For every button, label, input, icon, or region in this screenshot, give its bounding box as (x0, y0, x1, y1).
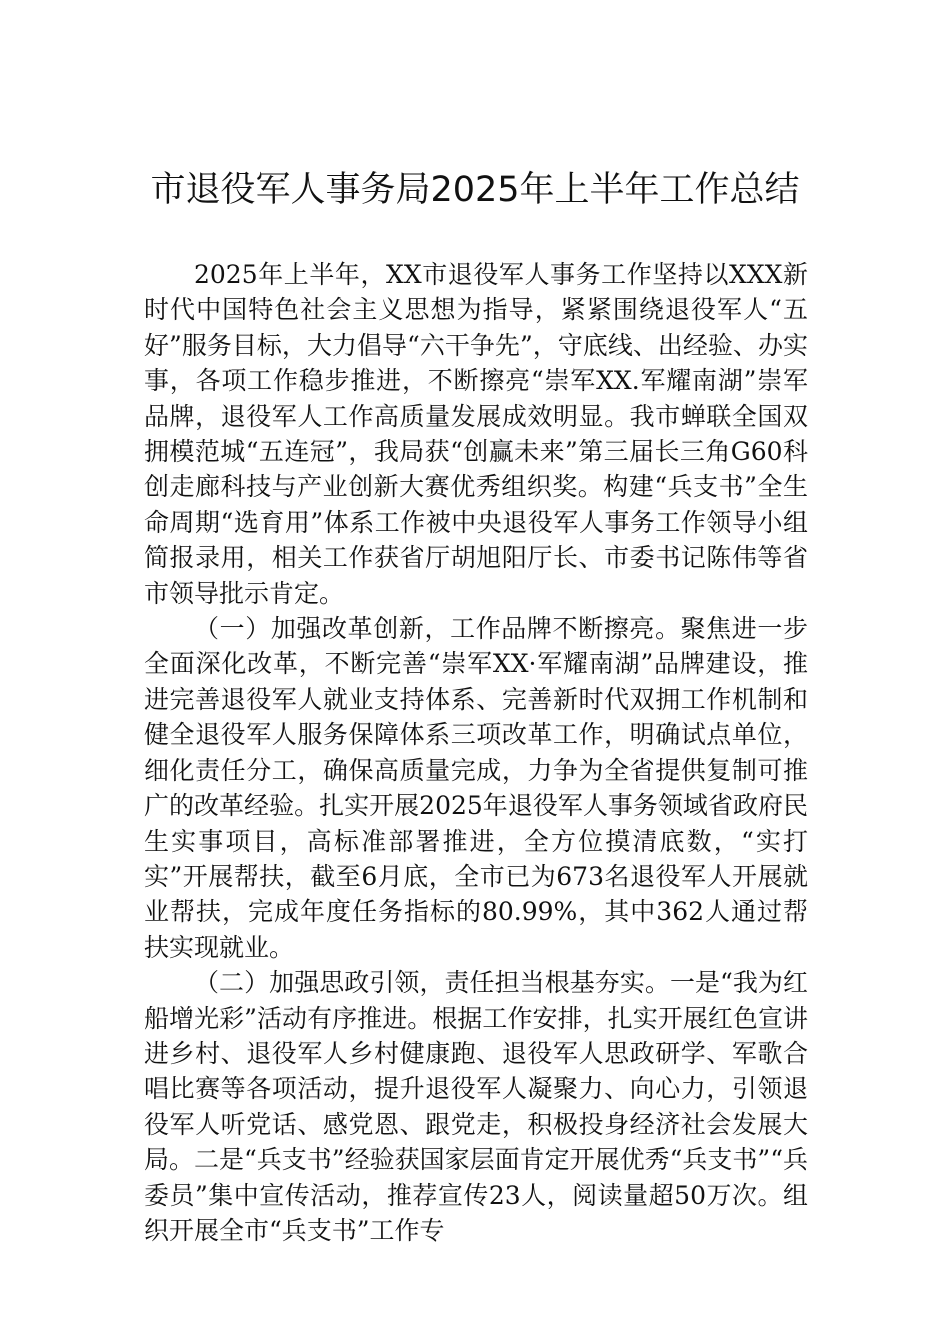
paragraph-section-2: （二）加强思政引领，责任担当根基夯实。一是“我为红船增光彩”活动有序推进。根据工作安排，扎实开展红色宣讲进乡村、退役军人乡村健康跑、退役军人思政研学、军歌合唱比赛等各项活动，提升退役军人凝聚力、向心力，引领退役军人听党话、感党恩、跟党走，积极投身经济社会发展大局。二是“兵支书”经验获国家层面肯定开展优秀“兵支书”“兵委员”集中宣传活动，推荐宣传23人，阅读量超50万次。组织开展全市“兵支书”工作专 (144, 968, 808, 1245)
paragraph-section-1: （一）加强改革创新，工作品牌不断擦亮。聚焦进一步全面深化改革，不断完善“崇军XX·军耀南湖”品牌建设，推进完善退役军人就业支持体系、完善新时代双拥工作机制和健全退役军人服务保障体系三项改革工作，明确试点单位，细化责任分工，确保高质量完成，力争为全省提供复制可推广的改革经验。扎实开展2025年退役军人事务领域省政府民生实事项目，高标准部署推进，全方位摸清底数，“实打实”开展帮扶，截至6月底，全市已为673名退役军人开展就业帮扶，完成年度任务指标的80.99%，其中362人通过帮扶实现就业。 (144, 614, 808, 962)
document-title: 市退役军人事务局2025年上半年工作总结 (150, 170, 800, 210)
paragraph-intro: 2025年上半年，XX市退役军人事务工作坚持以XXX新时代中国特色社会主义思想为指导，紧紧围绕退役军人“五好”服务目标，大力倡导“六干争先”，守底线、出经验、办实事，各项工作稳步推进，不断擦亮“崇军XX.军耀南湖”崇军品牌，退役军人工作高质量发展成效明显。我市蝉联全国双拥模范城“五连冠”，我局获“创赢未来”第三届长三角G60科创走廊科技与产业创新大赛优秀组织奖。构建“兵支书”全生命周期“选育用”体系工作被中央退役军人事务工作领导小组简报录用，相关工作获省厅胡旭阳厅长、市委书记陈伟等省市领导批示肯定。 (144, 260, 808, 608)
document-body (144, 257, 808, 1248)
